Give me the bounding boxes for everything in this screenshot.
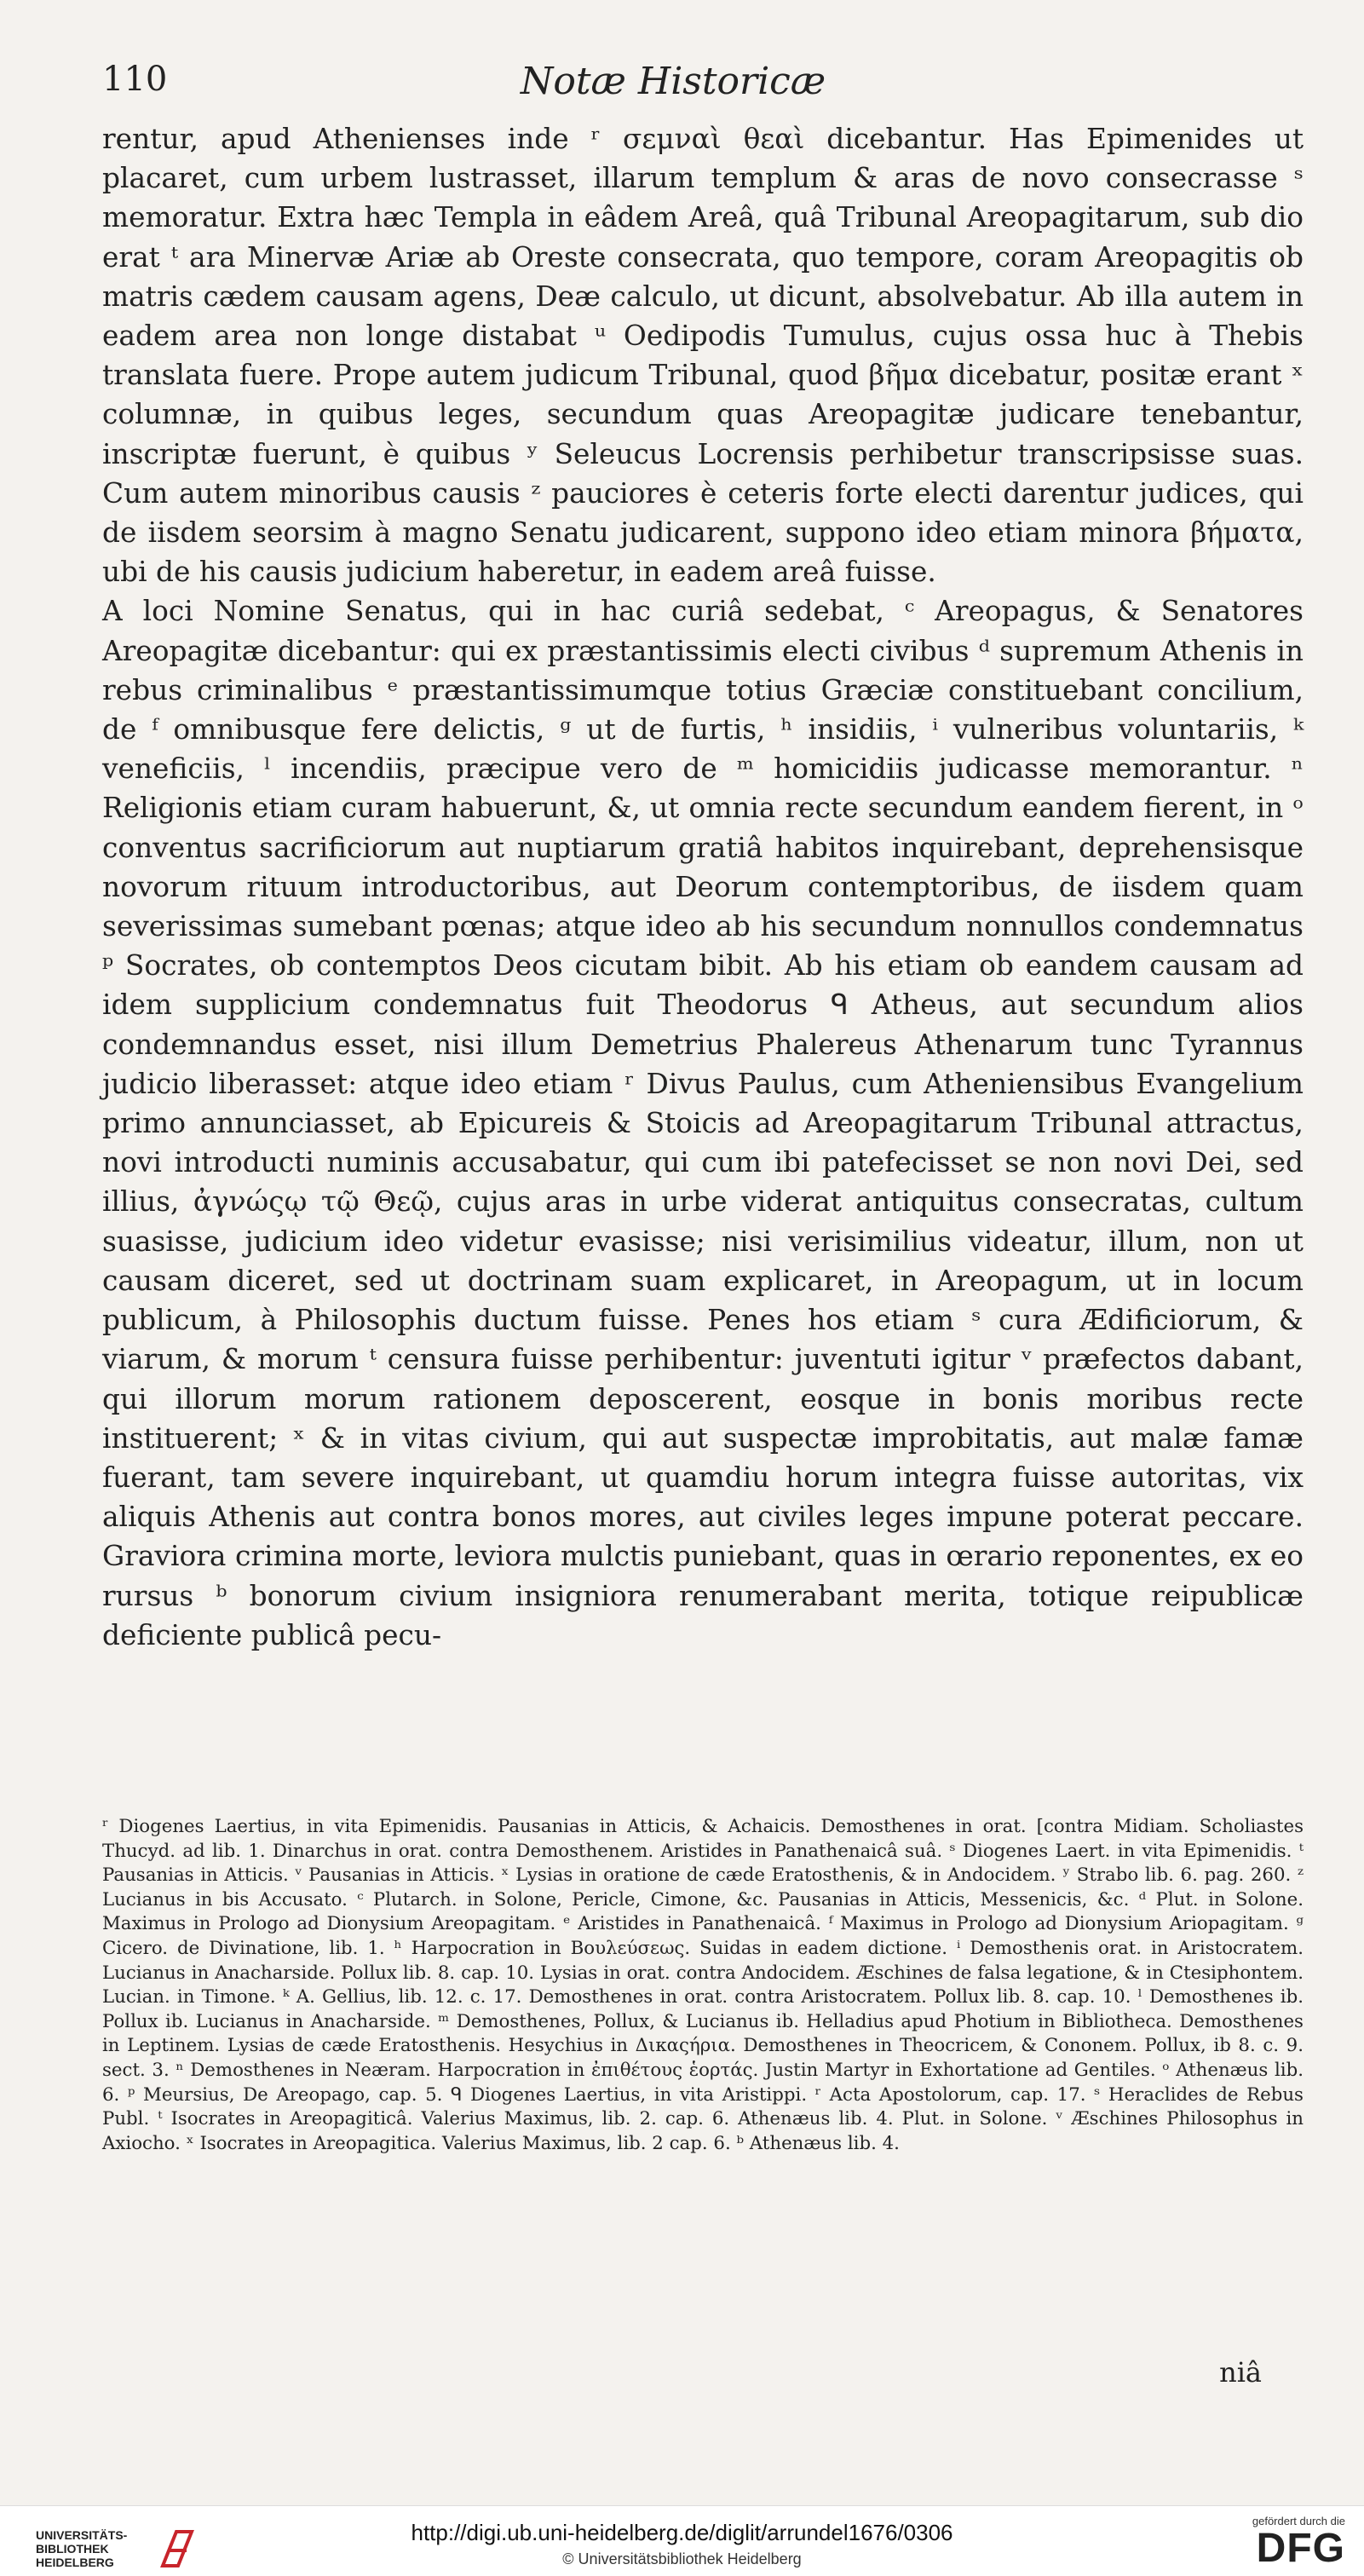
- library-name: UNIVERSITÄTS- BIBLIOTHEK HEIDELBERG: [36, 2528, 128, 2569]
- permalink-link[interactable]: http://digi.ub.uni-heidelberg.de/diglit/arrundel1676/0306: [411, 2520, 953, 2545]
- copyright-notice: © Universitätsbibliothek Heidelberg: [562, 2550, 802, 2567]
- funder-caption: gefördert durch die: [1252, 2515, 1345, 2527]
- running-title: Notæ Historicæ: [520, 60, 826, 103]
- page-number: 110: [102, 60, 168, 99]
- main-text: rentur, apud Athenienses inde ʳ σεμναὶ θεαὶ dicebantur. Has Epimenides ut placaret, cum urbem lustrasset, illarum templum & aras de novo consecrasse ˢ memoratur. Extra hæc Templa in eâdem Areâ, quâ Tribunal Areopagitarum, sub dio erat ᵗ ara Minervæ Ariæ ab Oreste consecrata, quo tempore, coram Areopagitis ob matris cædem causam agens, Deæ calculo, ut dicunt, absolvebatur. Ab illa autem in eadem area non longe distabat ᵘ Oedipodis Tumulus, cujus ossa huc à Thebis translata fuere. Prope autem judicum Tribunal, quod βῆμα dicebatur, positæ erant ˣ columnæ, in quibus leges, secundum quas Areopagitæ judicare tenebantur, inscriptæ fuerunt, è quibus ʸ Seleucus Locrensis perhibetur transcripsisse suas. Cum autem minoribus causis ᶻ pauciores è ceteris forte electi darentur judices, qui de iisdem seorsim à magno Senatu judicarent, suppono ideo etiam minora βήματα, ubi de his causis judicium haberetur, in eadem areâ fuisse. A loci Nomine Senatus, qui in hac curiâ sedebat, ᶜ Areopagus, & Senatores Areopagitæ dicebantur: qui ex præstantissimis electi civibus ᵈ supremum Athenis in rebus criminalibus ᵉ præstantissimumque totius Græciæ constituebant concilium, de ᶠ omnibusque fere delictis, ᵍ ut de furtis, ʰ insidiis, ⁱ vulneribus voluntariis, ᵏ veneficiis, ˡ incendiis, præcipue vero de ᵐ homicidiis judicasse memorantur. ⁿ Religionis etiam curam habuerunt, &, ut omnia recte secundum eandem fierent, in ᵒ conventus sacrificiorum aut nuptiarum gratiâ habitos inquirebant, deprehensisque novorum rituum introductoribus, aut Deorum contemptoribus, de iisdem quam severissimas sumebant pœnas; atque ideo ab his secundum nonnullos condemnatus ᵖ Socrates, ob contemptos Deos cicutam bibit. Ab his etiam ob eandem causam ad idem supplicium condemnatus fuit Theodorus ᑫ Atheus, aut secundum alios condemnandus esset, nisi illum Demetrius Phalereus Athenarum tunc Tyrannus judicio liberasset: atque ideo etiam ʳ Divus Paulus, cum Atheniensibus Evangelium primo annunciasset, ab Epicureis & Stoicis ad Areopagitarum Tribunal attractus, novi introducti numinis accusabatur, qui cum ibi patefecisset se non novi Dei, sed illius, ἀγνώςῳ τῷ Θεῷ, cujus aras in urbe viderat antiquitus consecratas, cultum suasisse, judicium ideo videtur evasisse; nisi verisimilius videatur, illum, non ut causam diceret, sed ut doctrinam suam explicaret, in Areopagum, ut in locum publicum, à Philosophis ductum fuisse. Penes hos etiam ˢ cura Ædificiorum, & viarum, & morum ᵗ censura fuisse perhibentur: juventuti igitur ᵛ præfectos dabant, qui illorum morum rationem deposcerent, eosque in bonis moribus recte instituerent; ˣ & in vitas civium, qui aut suspectæ improbitatis, aut malæ famæ fuerant, tam severe inquirebant, ut quamdiu horum integra fuisse autoritas, vix aliquis Athenis aut contra bonos mores, aut civiles leges impune poterat peccare. Graviora crimina morte, leviora mulctis puniebant, quas in œrario reponentes, ex eo rursus ᵇ bonorum civium insigniora renumerabant merita, totique reipublicæ deficiente publicâ pecu-: [102, 123, 1304, 1651]
- page-header: [102, 60, 1244, 111]
- footnotes: ʳ Diogenes Laertius, in vita Epimenidis. Pausanias in Atticis, & Achaicis. Demosthenes in orat. [contra Midiam. Scholiastes Thucyd. ad lib. 1. Dinarchus in orat. contra Demosthenem. Aristides in Panathenaicâ suâ. ˢ Diogenes Laert. in vita Epimenidis. ᵗ Pausanias in Atticis. ᵛ Pausanias in Atticis. ˣ Lysias in oratione de cæde Eratosthenis, & in Andocidem. ʸ Strabo lib. 6. pag. 260. ᶻ Lucianus in bis Accusato. ᶜ Plutarch. in Solone, Pericle, Cimone, &c. Pausanias in Atticis, Messenicis, &c. ᵈ Plut. in Solone. Maximus in Prologo ad Dionysium Areopagitam. ᵉ Aristides in Panathenaicâ. ᶠ Maximus in Prologo ad Dionysium Ariopagitam. ᵍ Cicero. de Divinatione, lib. 1. ʰ Harpocration in Βουλεύσεως. Suidas in eadem dictione. ⁱ Demosthenis orat. in Aristocratem. Lucianus in Anacharside. Pollux lib. 8. cap. 10. Lysias in orat. contra Andocidem. Æschines de falsa legatione, & in Ctesiphontem. Lucian. in Timone. ᵏ A. Gellius, lib. 12. c. 17. Demosthenes in orat. contra Aristocratem. Pollux lib. 8. cap. 10. ˡ Demosthenes ib. Pollux ib. Lucianus in Anacharside. ᵐ Demosthenes, Pollux, & Lucianus ib. Helladius apud Photium in Bibliotheca. Demosthenes in Leptinem. Lysias de cæde Eratosthenis. Hesychius in Δικαςήρια. Demosthenes in Theocricem, & Cononem. Pollux, ib 8. c. 9. sect. 3. ⁿ Demosthenes in Neæram. Harpocration in ἐπιθέτους ἑορτάς. Justin Martyr in Exhortatione ad Gentiles. ᵒ Athenæus lib. 6. ᵖ Meursius, De Areopago, cap. 5. ᑫ Diogenes Laertius, in vita Aristippi. ʳ Acta Apostolorum, cap. 17. ˢ Heraclides de Rebus Publ. ᵗ Isocrates in Areopagiticâ. Valerius Maximus, lib. 2. cap. 6. Athenæus lib. 4. Plut. in Solone. ᵛ Æschines Philosophus in Axiocho. ˣ Isocrates in Areopagitica. Valerius Maximus, lib. 2 cap. 6. ᵇ Athenæus lib. 4.: [102, 1816, 1304, 2154]
- catchword: niâ: [1219, 2356, 1262, 2389]
- permalink-url[interactable]: [0, 2520, 1364, 2546]
- viewer-footer: [0, 2505, 1364, 2576]
- funder-logo[interactable]: [1200, 2515, 1345, 2569]
- dfg-logo-text: DFG: [1256, 2526, 1345, 2571]
